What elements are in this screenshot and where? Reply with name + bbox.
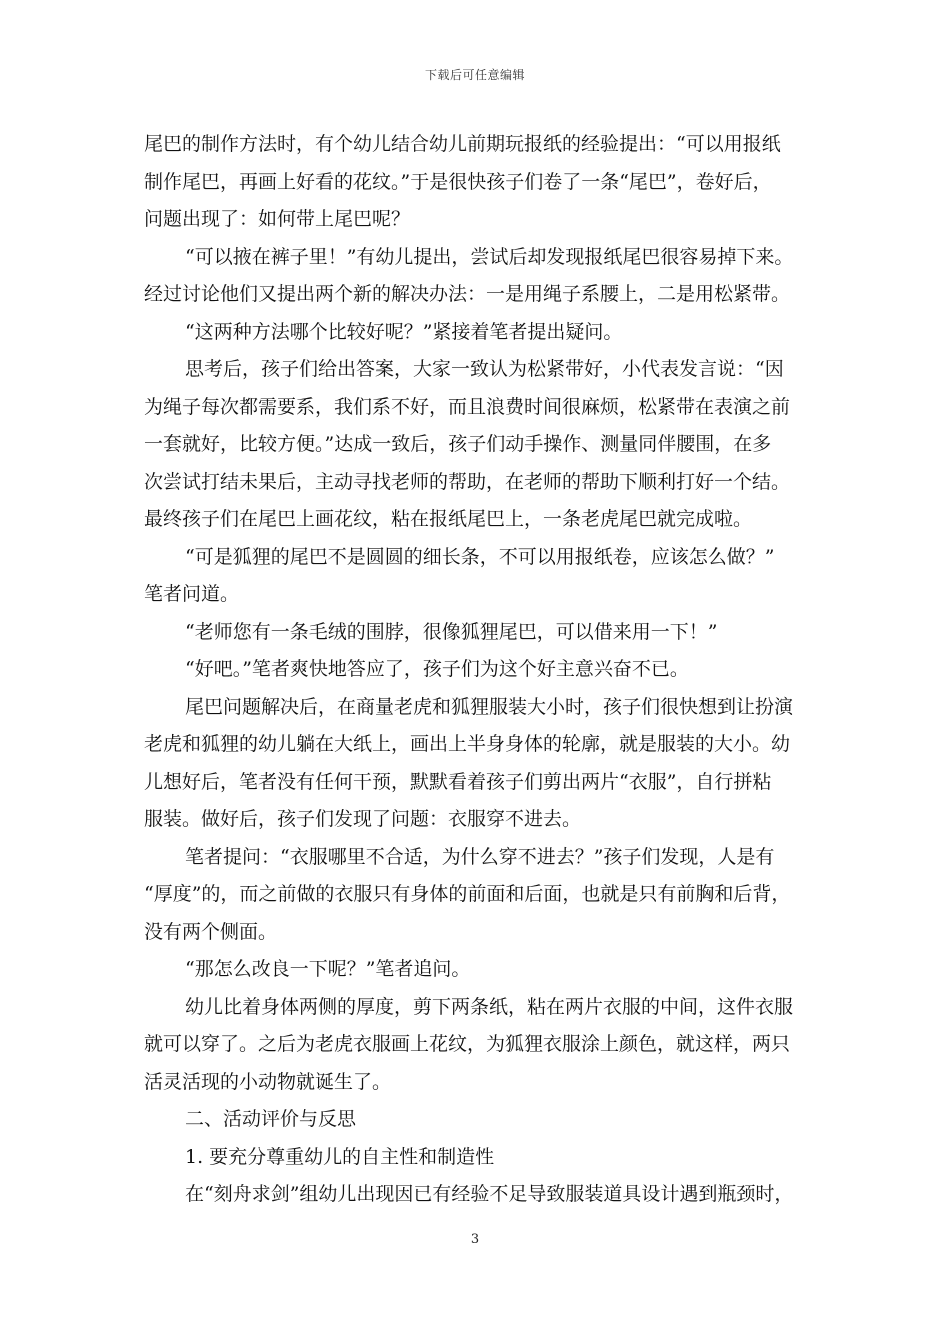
subsection-heading: 1. 要充分尊重幼儿的自主性和制造性 bbox=[185, 1145, 495, 1168]
page-header: 下载后可任意编辑 bbox=[424, 68, 525, 82]
text-line: 就可以穿了。之后为老虎衣服画上花纹，为狐狸衣服涂上颜色，就这样，两只 bbox=[144, 1033, 791, 1055]
text-line: 为绳子每次都需要系，我们系不好，而且浪费时间很麻烦，松紧带在表演之前 bbox=[144, 395, 791, 418]
text-line: “可是狐狸的尾巴不是圆圆的细长条，不可以用报纸卷，应该怎么做？” bbox=[185, 545, 775, 568]
text-line: 笔者问道。 bbox=[144, 583, 240, 605]
text-line: “老师您有一条毛绒的围脖，很像狐狸尾巴，可以借来用一下！” bbox=[185, 620, 718, 643]
text-line: 笔者提问：“衣服哪里不合适，为什么穿不进去？”孩子们发现，人是有 bbox=[185, 845, 775, 868]
text-line: “可以掖在裤子里！”有幼儿提出，尝试后却发现报纸尾巴很容易掉下来。 bbox=[185, 245, 794, 268]
text-line: 尾巴的制作方法时，有个幼儿结合幼儿前期玩报纸的经验提出：“可以用报纸 bbox=[144, 133, 781, 155]
text-line: 幼儿比着身体两侧的厚度，剪下两条纸，粘在两片衣服的中间，这件衣服 bbox=[185, 995, 794, 1018]
text-line: “那怎么改良一下呢？”笔者追问。 bbox=[185, 958, 471, 980]
page-number: 3 bbox=[470, 1232, 480, 1247]
text-line: 制作尾巴，再画上好看的花纹。”于是很快孩子们卷了一条“尾巴”，卷好后， bbox=[144, 170, 772, 193]
text-line: “这两种方法哪个比较好呢？”紧接着笔者提出疑问。 bbox=[185, 320, 623, 343]
text-line: 儿想好后，笔者没有任何干预，默默看着孩子们剪出两片“衣服”，自行拼粘 bbox=[144, 770, 772, 793]
text-line: 一套就好，比较方便。”达成一致后，孩子们动手操作、测量同伴腰围，在多 bbox=[144, 433, 772, 455]
text-line: 次尝试打结未果后，主动寻找老师的帮助，在老师的帮助下顺利打好一个结。 bbox=[144, 470, 791, 493]
text-line: 经过讨论他们又提出两个新的解决办法：一是用绳子系腰上，二是用松紧带。 bbox=[144, 283, 791, 305]
text-line: 问题出现了：如何带上尾巴呢？ bbox=[144, 208, 411, 230]
document-body bbox=[144, 126, 824, 1214]
text-line: “厚度”的，而之前做的衣服只有身体的前面和后面，也就是只有前胸和后背， bbox=[144, 883, 791, 905]
text-line: 思考后，孩子们给出答案，大家一致认为松紧带好，小代表发言说：“因 bbox=[185, 358, 784, 380]
text-line: 尾巴问题解决后，在商量老虎和狐狸服装大小时，孩子们很快想到让扮演 bbox=[185, 695, 794, 718]
text-line: 服装。做好后，孩子们发现了问题：衣服穿不进去。 bbox=[144, 808, 582, 830]
text-line: 没有两个侧面。 bbox=[144, 920, 278, 943]
text-line: 最终孩子们在尾巴上画花纹，粘在报纸尾巴上，一条老虎尾巴就完成啦。 bbox=[144, 508, 753, 530]
text-line: 活灵活现的小动物就诞生了。 bbox=[144, 1070, 392, 1093]
section-heading: 二、活动评价与反思 bbox=[185, 1108, 357, 1130]
text-line: “好吧。”笔者爽快地答应了，孩子们为这个好主意兴奋不已。 bbox=[185, 658, 689, 680]
text-line: 老虎和狐狸的幼儿躺在大纸上，画出上半身身体的轮廓，就是服装的大小。幼 bbox=[144, 733, 791, 755]
text-line: 在“刻舟求剑”组幼儿出现因已有经验不足导致服装道具设计遇到瓶颈时， bbox=[185, 1183, 794, 1205]
